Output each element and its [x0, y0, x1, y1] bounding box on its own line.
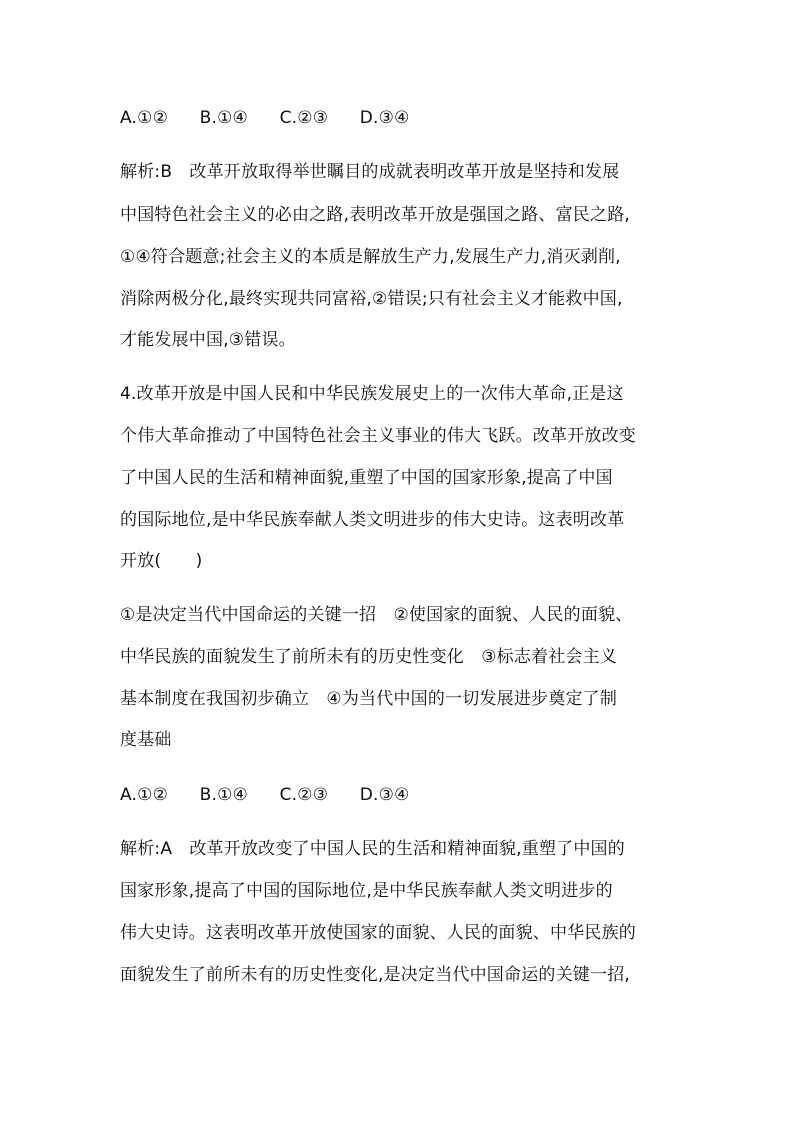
- q4-analysis-line: 国家形象,提高了中国的国际地位,是中华民族奉献人类文明进步的: [120, 881, 613, 901]
- q4-stem-line: 个伟大革命推动了中国特色社会主义事业的伟大飞跃。改革开放改变: [120, 426, 636, 446]
- q4-statement-line: 中华民族的面貌发生了前所未有的历史性变化 ③标志着社会主义: [120, 647, 618, 667]
- q3-option-a: A.①②: [120, 108, 169, 128]
- q4-options: [120, 784, 410, 806]
- q4-analysis-line: 解析:A 改革开放改变了中国人民的生活和精神面貌,重塑了中国的: [120, 839, 625, 859]
- q4-statement-line: 基本制度在我国初步确立 ④为当代中国的一切发展进步奠定了制: [120, 689, 618, 709]
- q4-stem-line: 的国际地位,是中华民族奉献人类文明进步的伟大史诗。这表明改革: [120, 510, 625, 530]
- q4-option-c: C.②③: [279, 785, 329, 805]
- q3-analysis-line: 中国特色社会主义的必由之路,表明改革开放是强国之路、富民之路,: [120, 205, 631, 225]
- q4-statement-line: ①是决定当代中国命运的关键一招 ②使国家的面貌、人民的面貌、: [120, 605, 633, 625]
- q3-option-d: D.③④: [359, 108, 410, 128]
- q4-analysis-line: 面貌发生了前所未有的历史性变化,是决定当代中国命运的关键一招,: [120, 965, 631, 985]
- q4-analysis-line: 伟大史诗。这表明改革开放使国家的面貌、人民的面貌、中华民族的: [120, 923, 636, 943]
- q4-stem-line: 了中国人民的生活和精神面貌,重塑了中国的国家形象,提高了中国: [120, 468, 613, 488]
- q3-analysis-line: 才能发展中国,③错误。: [120, 330, 296, 350]
- q3-option-b: B.①④: [199, 108, 248, 128]
- q4-statement-line: 度基础: [120, 730, 172, 750]
- q4-option-a: A.①②: [120, 785, 169, 805]
- q4-stem-line: 开放( ): [120, 551, 203, 571]
- q4-stem-line: 4.改革开放是中国人民和中华民族发展史上的一次伟大革命,正是这: [120, 384, 624, 404]
- q3-analysis-line: 解析:B 改革开放取得举世瞩目的成就表明改革开放是坚持和发展: [120, 162, 620, 182]
- q4-option-b: B.①④: [199, 785, 248, 805]
- q3-option-c: C.②③: [279, 108, 329, 128]
- q4-option-d: D.③④: [359, 785, 410, 805]
- q3-analysis-line: 消除两极分化,最终实现共同富裕,②错误;只有社会主义才能救中国,: [120, 289, 623, 309]
- q3-options: [120, 107, 410, 129]
- q3-analysis-line: ①④符合题意;社会主义的本质是解放生产力,发展生产力,消灭剥削,: [120, 247, 621, 267]
